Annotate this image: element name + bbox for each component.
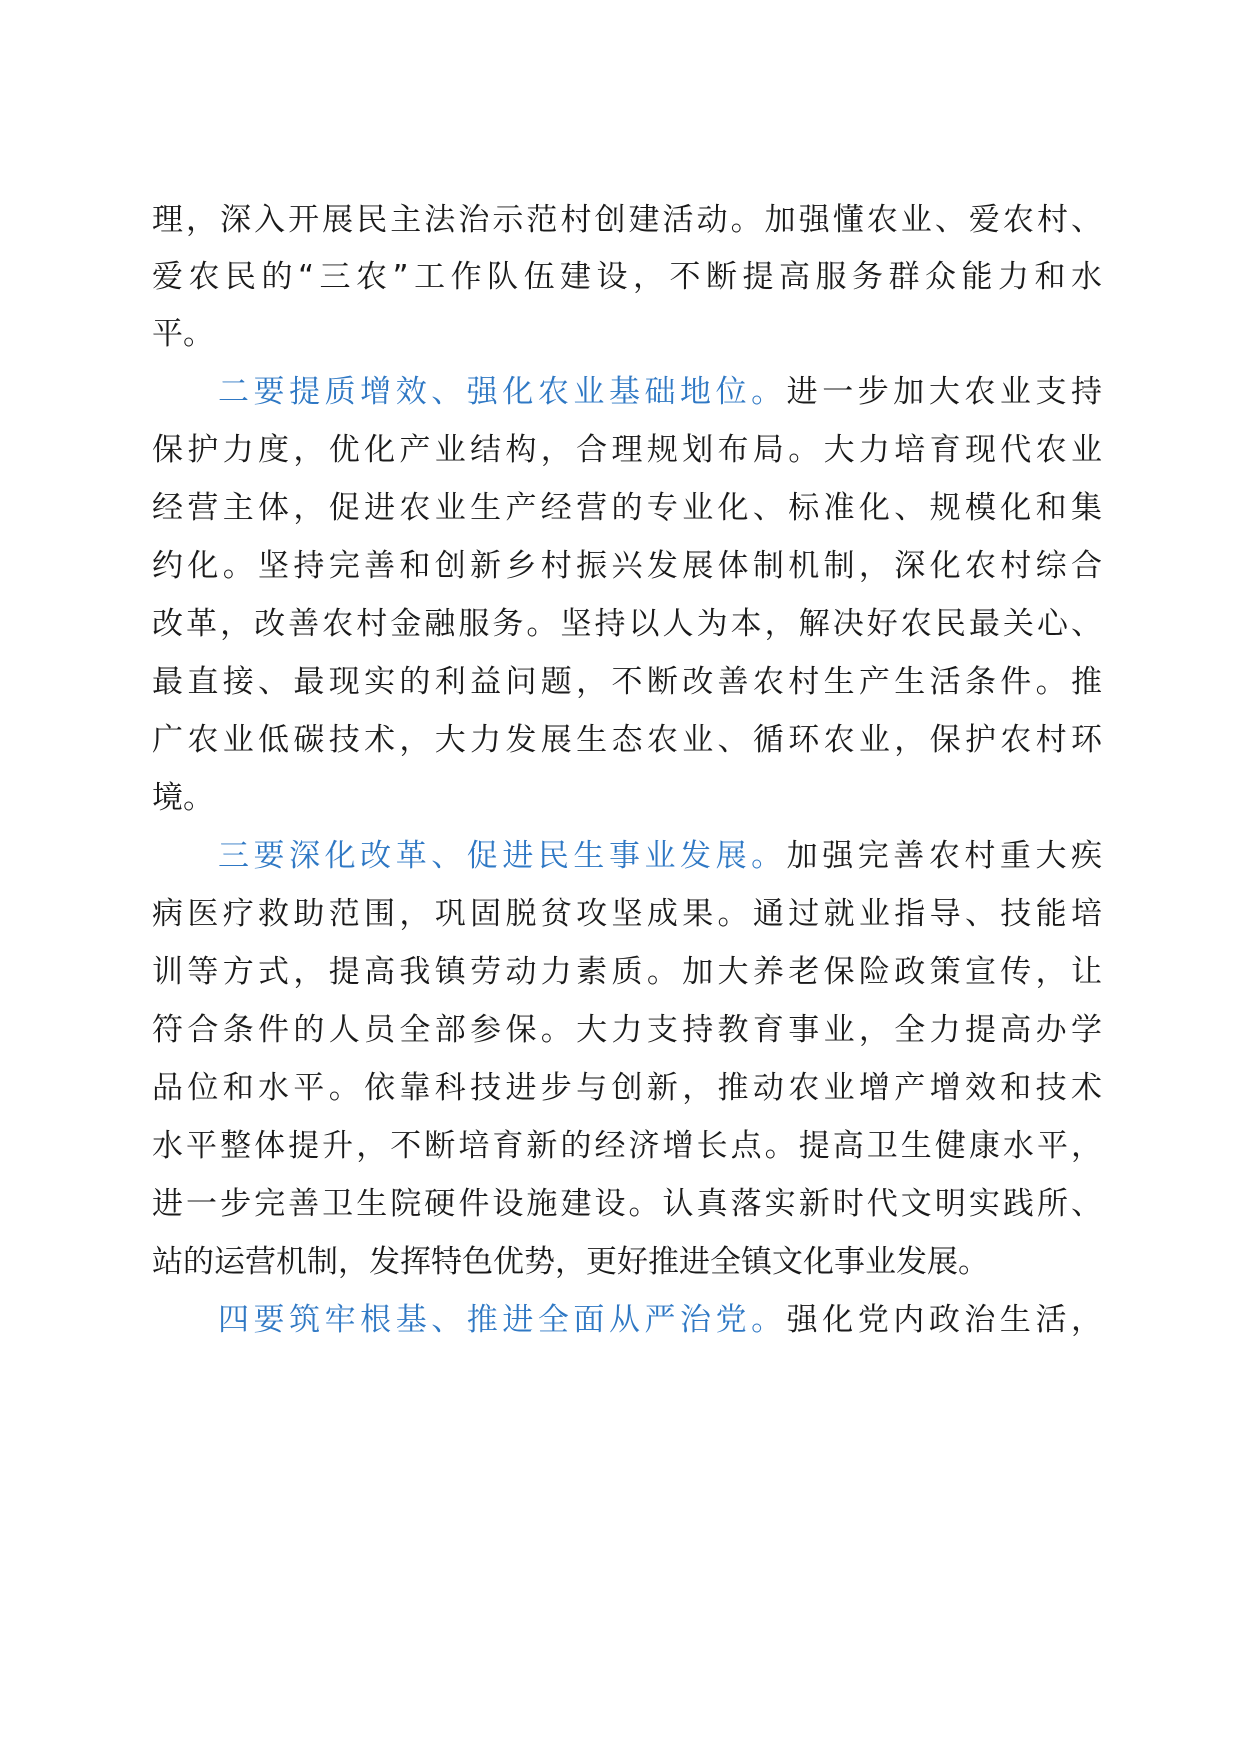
text-line: 理，深入开展民主法治示范村创建活动。加强懂农业、爱农村、	[152, 202, 1102, 238]
text-line: 广农业低碳技术，大力发展生态农业、循环农业，保护农村环	[152, 722, 1102, 758]
text-span: 进一步加大农业支持	[786, 374, 1103, 410]
paragraph-first-line	[152, 1288, 1102, 1352]
paragraph-first-line	[152, 824, 1102, 888]
text-line: 品位和水平。依靠科技进步与创新，推动农业增产增效和技术	[152, 1070, 1102, 1106]
text-line: 爱农民的“三农”工作队伍建设，不断提高服务群众能力和水	[152, 259, 1102, 295]
text-line: 平。	[152, 316, 214, 352]
section-heading: 四要筑牢根基、推进全面从严治党。	[218, 1302, 787, 1338]
text-span: 加强完善农村重大疾	[786, 838, 1103, 874]
text-line: 保护力度，优化产业结构，合理规划布局。大力培育现代农业	[152, 432, 1102, 468]
text-line: 训等方式，提高我镇劳动力素质。加大养老保险政策宣传，让	[152, 954, 1102, 990]
section-heading: 三要深化改革、促进民生事业发展。	[218, 838, 787, 874]
text-span: 强化党内政治生活，	[786, 1302, 1103, 1338]
text-line: 进一步完善卫生院硬件设施建设。认真落实新时代文明实践所、	[152, 1186, 1102, 1222]
text-line: 境。	[152, 780, 214, 816]
text-line: 约化。坚持完善和创新乡村振兴发展体制机制，深化农村综合	[152, 548, 1102, 584]
text-line: 改革，改善农村金融服务。坚持以人为本，解决好农民最关心、	[152, 606, 1102, 642]
text-line: 符合条件的人员全部参保。大力支持教育事业，全力提高办学	[152, 1012, 1102, 1048]
text-line: 站的运营机制，发挥特色优势，更好推进全镇文化事业发展。	[152, 1244, 989, 1280]
text-line: 经营主体，促进农业生产经营的专业化、标准化、规模化和集	[152, 490, 1102, 526]
text-line: 最直接、最现实的利益问题，不断改善农村生产生活条件。推	[152, 664, 1102, 700]
paragraph-first-line	[152, 360, 1102, 424]
text-line: 病医疗救助范围，巩固脱贫攻坚成果。通过就业指导、技能培	[152, 896, 1102, 932]
section-heading: 二要提质增效、强化农业基础地位。	[218, 374, 787, 410]
text-line: 水平整体提升，不断培育新的经济增长点。提高卫生健康水平，	[152, 1128, 1102, 1164]
